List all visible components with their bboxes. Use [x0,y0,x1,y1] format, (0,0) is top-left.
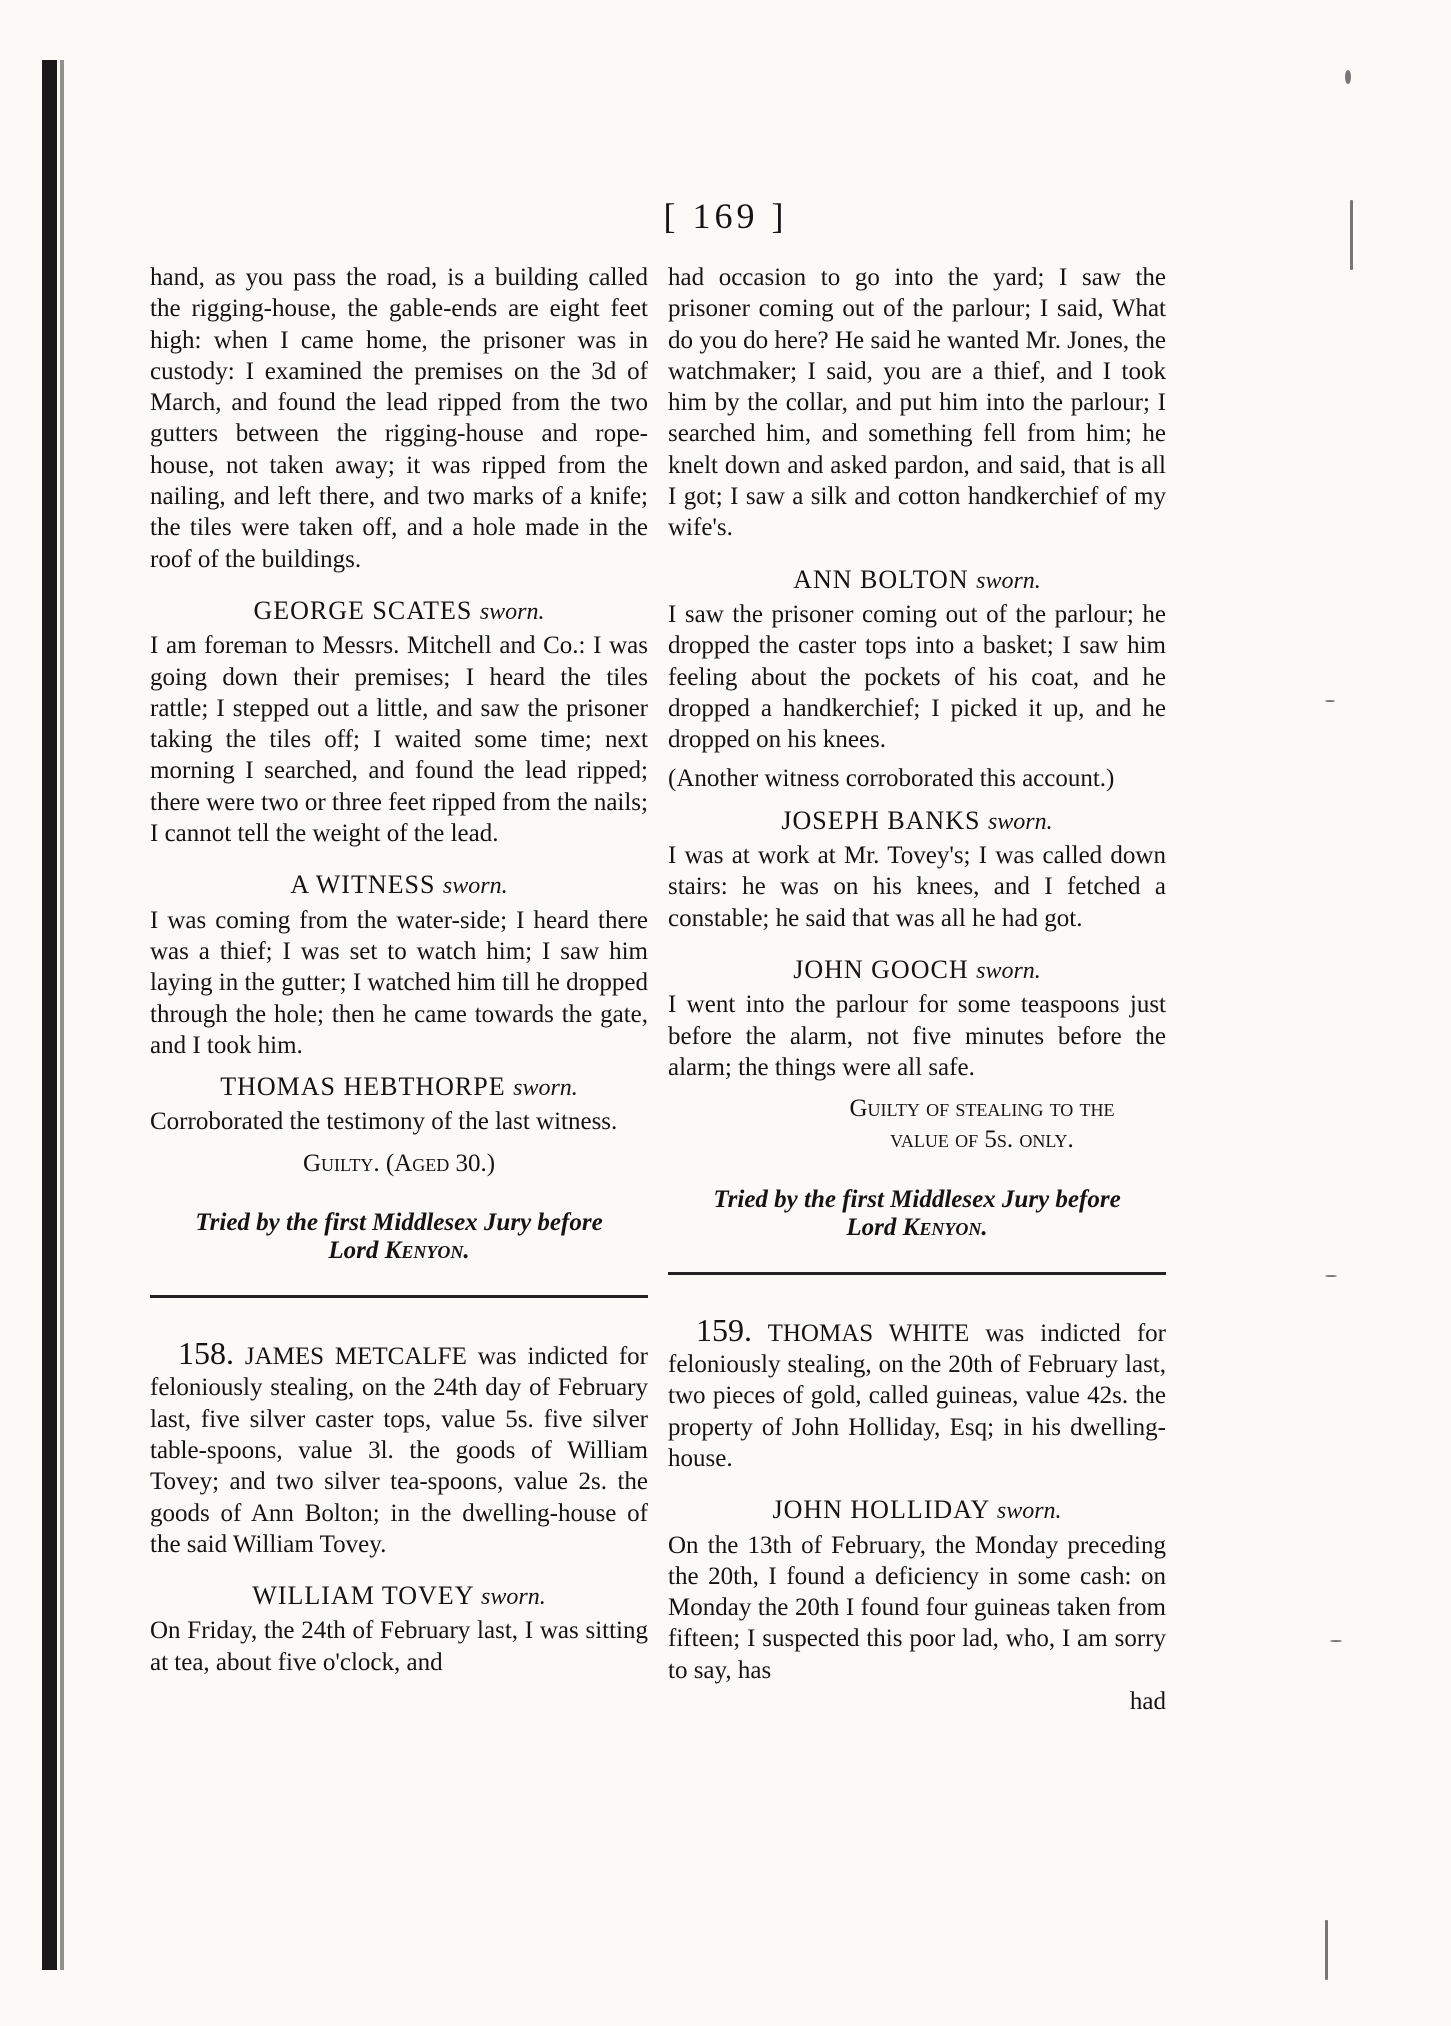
testimony: Corroborated the testimony of the last witness. [150,1108,618,1136]
testimony: I saw the prisoner coming out of the parlour; he dropped the caster tops into a basket; I saw him feeling about the pockets of his coat, and he dropped a handkerchief; I picked it up, and he dropped on his knees. [668,600,1166,754]
testimony: On Friday, the 24th of February last, I was sitting at tea, about five o'clock, and [150,1617,648,1676]
case-text: JAMES METCALFE was indicted for feloniously stealing, on the 24th day of February last, five silver caster tops, value 5s. five silver table-spoons, value 3l. the goods of William Tovey; and two silver tea-spoons, value 2s. the goods of Ann Bolton; in the dwelling-house of the said William Tovey. [150,1343,648,1558]
witness-heading [668,564,1166,597]
witness-heading [150,1580,648,1613]
sworn-label: sworn. [976,567,1041,594]
scan-mark [1345,70,1351,84]
left-column [150,262,648,1678]
case-intro [668,1311,1166,1474]
jury-note [150,1209,648,1265]
testimony: I am foreman to Messrs. Mitchell and Co.: I was going down their premises; I heard the tiles rattle; I stepped out a little, and saw the prisoner taking the tiles off; I waited some time; next morning I searched, and found the lead ripped; there were two or three feet ripped from the nails; I cannot tell the weight of the lead. [150,632,648,848]
testimony: I was coming from the water-side; I heard there was a thief; I was set to watch him; I saw him laying in the gutter; I watched him till he dropped through the hole; then he came towards the gate, and I took him. [150,906,648,1059]
jury-note-line: Tried by the first Middlesex Jury before [195,1209,603,1237]
bracket-note: (Another witness corroborated this account.) [668,765,1115,793]
sworn-label: sworn. [479,598,545,625]
binding-shadow [42,60,57,1970]
witness-heading [150,869,648,902]
witness-name: THOMAS HEBTHORPE [220,1072,506,1102]
case-number: 158. [178,1335,234,1372]
witness-heading [668,954,1166,987]
scan-mark [1325,1920,1328,1980]
witness-heading [150,595,648,628]
scan-mark [1325,700,1335,702]
verdict [668,1093,1166,1156]
testimony: I was at work at Mr. Tovey's; I was called down stairs: he was on his knees, and I fetched a constable; he said that was all he had got. [668,842,1166,932]
section-divider [150,1295,648,1298]
verdict-line: value of 5s. only. [890,1126,1074,1154]
witness-name: JOHN GOOCH [793,954,969,984]
right-column [668,262,1166,1717]
verdict-line: Guilty of stealing to the [849,1095,1115,1123]
sworn-label: sworn. [976,957,1041,984]
catchword: had [1129,1687,1166,1715]
witness-heading [668,1494,1166,1527]
jury-note-lord: Lord [846,1213,897,1241]
page-number: [ 169 ] [663,196,788,236]
testimony: I went into the parlour for some teaspoons just before the alarm, not five minutes before the alarm; the things were all safe. [668,991,1166,1081]
witness-name: ANN BOLTON [793,564,969,594]
judge-name: Kenyon. [902,1213,988,1241]
sworn-label: sworn. [442,873,508,900]
witness-heading [150,1071,648,1104]
case-intro [150,1335,648,1560]
jury-note-line: Tried by the first Middlesex Jury before [713,1185,1121,1213]
jury-note-lord: Lord [328,1237,379,1265]
scan-mark [1325,1275,1337,1277]
scan-mark [1350,200,1353,270]
witness-name: JOHN HOLLIDAY [772,1495,990,1525]
sworn-label: sworn. [996,1498,1062,1525]
judge-name: Kenyon. [384,1237,470,1265]
witness-heading [668,805,1166,838]
witness-name: WILLIAM TOVEY [252,1581,474,1611]
continuation-paragraph: hand, as you pass the road, is a building called the rigging-house, the gable-ends are eight feet high: when I came home, the prisoner was in custody: I examined the premises on the 3d of March, and found the lead ripped from the two gutters between the rigging-house and rope-house, not taken away; it was ripped from the nailing, and left there, and two marks of a knife; the tiles were taken off, and a hole made in the roof of the buildings. [150,264,648,573]
section-divider [668,1272,1166,1275]
witness-name: GEORGE SCATES [253,595,473,625]
binding-shadow-edge [60,60,64,1970]
verdict: Guilty. (Aged 30.) [302,1149,496,1177]
witness-name: A WITNESS [290,870,436,900]
jury-note [668,1186,1166,1242]
scan-mark [1330,1640,1342,1642]
testimony: On the 13th of February, the Monday preceding the 20th, I found a deficiency in some cash: on Monday the 20th I found four guineas taken from fifteen; I suspected this poor lad, who, I am sorry to say, has [668,1531,1166,1684]
case-text: THOMAS WHITE was indicted for feloniously stealing, on the 20th of February last, two pieces of gold, called guineas, value 42s. the property of John Holliday, Esq; in his dwelling-house. [668,1319,1166,1472]
sworn-label: sworn. [987,808,1053,835]
sworn-label: sworn. [481,1584,546,1611]
case-number: 159. [696,1311,752,1348]
witness-name: JOSEPH BANKS [781,805,981,835]
continuation-paragraph: had occasion to go into the yard; I saw the prisoner coming out of the parlour; I said, What do you do here? He said he wanted Mr. Jones, the watchmaker; I said, you are a thief, and I took him by the collar, and put him into the parlour; I searched him, and something fell from him; he knelt down and asked pardon, and said, that is all I got; I saw a silk and cotton handkerchief of my wife's. [668,264,1166,542]
sworn-label: sworn. [513,1075,578,1102]
